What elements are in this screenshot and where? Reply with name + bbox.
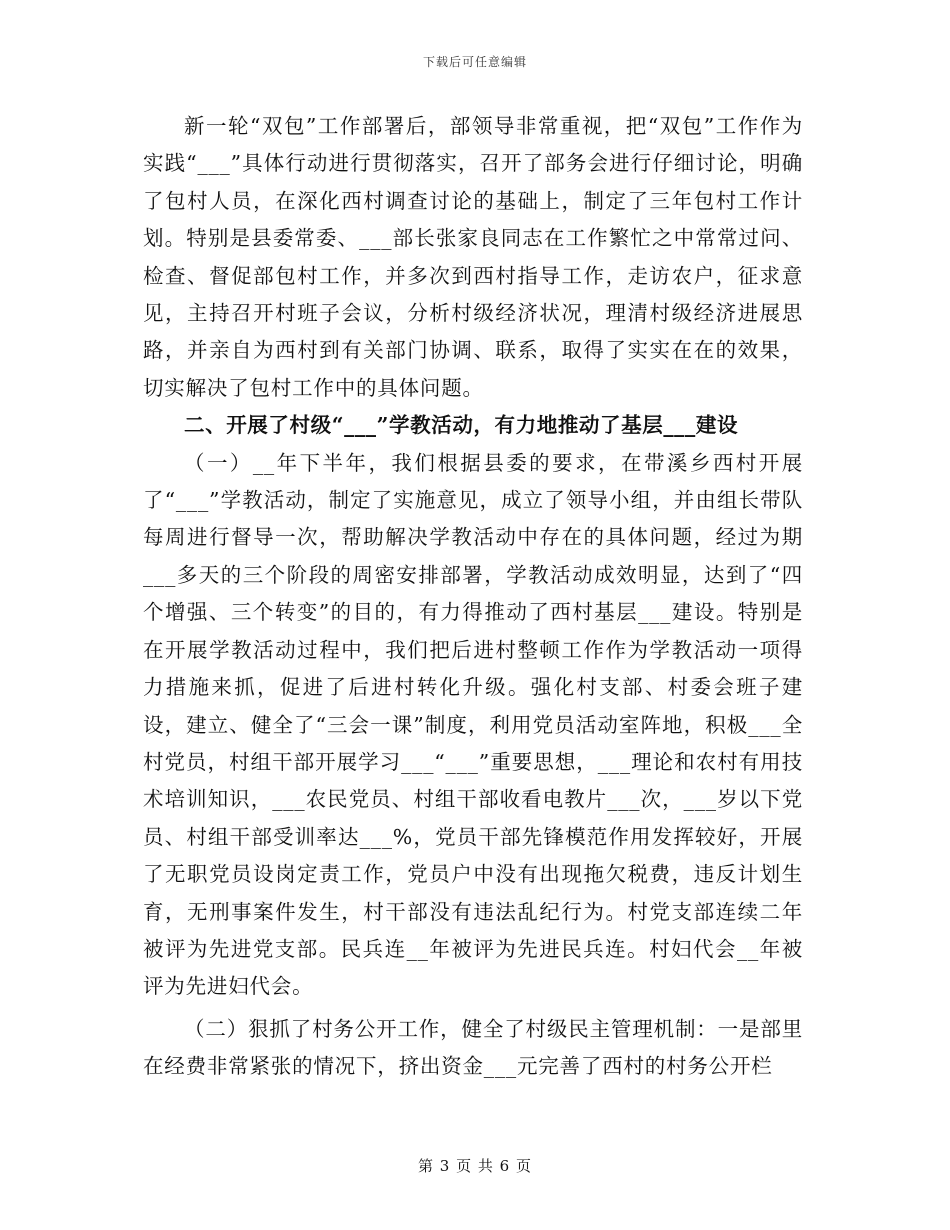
page-header-note: 下载后可任意编辑 xyxy=(422,55,527,69)
document-body xyxy=(143,108,803,1086)
body-paragraph-3: （二）狠抓了村务公开工作，健全了村级民主管理机制：一是部里在经费非常紧张的情况下，挤出资金___元完善了西村的村务公开栏 xyxy=(143,1016,803,1079)
page-number: 第 3 页 共 6 页 xyxy=(418,1157,532,1175)
section-heading-2: 二、开展了村级“___”学教活动，有力地推动了基层___建设 xyxy=(184,413,739,438)
body-paragraph-2: （一）__年下半年，我们根据县委的要求，在带溪乡西村开展了“___”学教活动，制定了实施意见，成立了领导小组，并由组长带队每周进行督导一次，帮助解决学教活动中存在的具体问题，经过为期___多天的三个阶段的周密安排部署，学教活动成效明显，达到了“四个增强、三个转变”的目的，有力得推动了西村基层___建设。特别是在开展学教活动过程中，我们把后进村整顿工作作为学教活动一项得力措施来抓，促进了后进村转化升级。强化村支部、村委会班子建设，建立、健全了“三会一课”制度，利用党员活动室阵地，积极___全村党员，村组干部开展学习___“___”重要思想，___理论和农村有用技术培训知识，___农民党员、村组干部收看电教片___次，___岁以下党员、村组干部受训率达___%，党员干部先锋模范作用发挥较好，开展了无职党员设岗定责工作，党员户中没有出现拖欠税费，违反计划生育，无刑事案件发生，村干部没有违法乱纪行为。村党支部连续二年被评为先进党支部。民兵连__年被评为先进民兵连。村妇代会__年被评为先进妇代会。 xyxy=(143,450,803,999)
body-paragraph-1: 新一轮“双包”工作部署后，部领导非常重视，把“双包”工作作为实践“___”具体行动进行贯彻落实，召开了部务会进行仔细讨论，明确了包村人员，在深化西村调查讨论的基础上，制定了三年包村工作计划。特别是县委常委、___部长张家良同志在工作繁忙之中常常过问、检查、督促部包村工作，并多次到西村指导工作，走访农户，征求意见，主持召开村班子会议，分析村级经济状况，理清村级经济进展思路，并亲自为西村到有关部门协调、联系，取得了实实在在的效果，切实解决了包村工作中的具体问题。 xyxy=(143,114,803,400)
